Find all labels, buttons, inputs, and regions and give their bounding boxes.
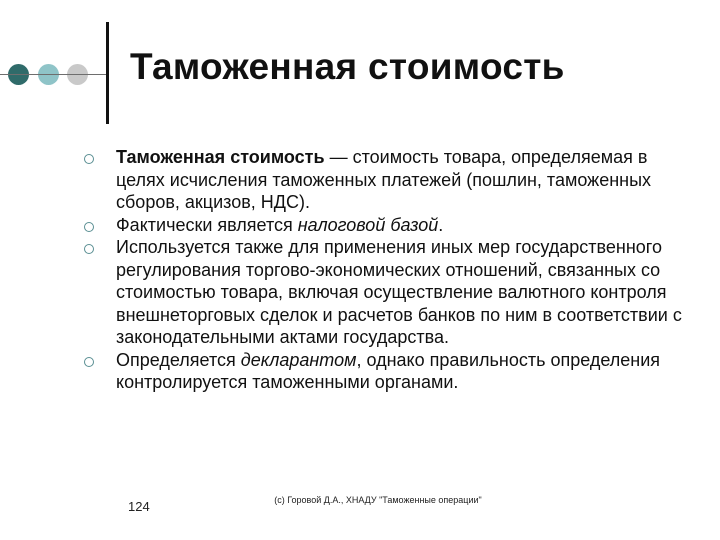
ring-bullet-icon	[84, 154, 94, 164]
bullet-item-declarant	[84, 349, 696, 394]
bullet-text: .	[438, 214, 444, 235]
definition-text: — стоимость товара, определяемая в целях исчисления таможенных платежей (пошлин, таможенных сборов, акцизов, НДС).	[116, 147, 652, 212]
title-rule-horizontal	[0, 74, 108, 75]
ring-bullet-icon	[84, 222, 94, 232]
bullet-text: Фактически является	[116, 214, 298, 235]
title-rule-vertical	[106, 22, 109, 124]
bullet-item-usage	[84, 236, 696, 349]
emphasis-declarant: декларантом	[240, 349, 357, 370]
bullet-text: , однако правильность определения контролируется таможенными органами.	[116, 349, 661, 392]
emphasis-tax-base: налоговой базой	[297, 214, 439, 235]
bullet-text: Используется также для применения иных мер государственного регулирования торгово-экономических отношений, связанных со стоимостью товара, включая осуществление валютного контроля внешнеторговых сделок и расчетов банков по ним в соответствии с законодательными актами государства.	[116, 237, 682, 347]
slide-title: Таможенная стоимость	[130, 46, 565, 87]
bullet-text: Определяется	[116, 349, 241, 370]
term-customs-value: Таможенная стоимость	[116, 147, 325, 167]
footer-credit: (с) Горовой Д.А., ХНАДУ "Таможенные операции"	[274, 495, 482, 505]
ring-bullet-icon	[84, 244, 94, 254]
page-number: 124	[128, 499, 150, 514]
bullet-list	[84, 146, 696, 394]
ring-bullet-icon	[84, 357, 94, 367]
bullet-item-definition	[84, 146, 696, 214]
decorative-dots	[8, 64, 98, 86]
bullet-item-tax-base	[84, 214, 696, 237]
